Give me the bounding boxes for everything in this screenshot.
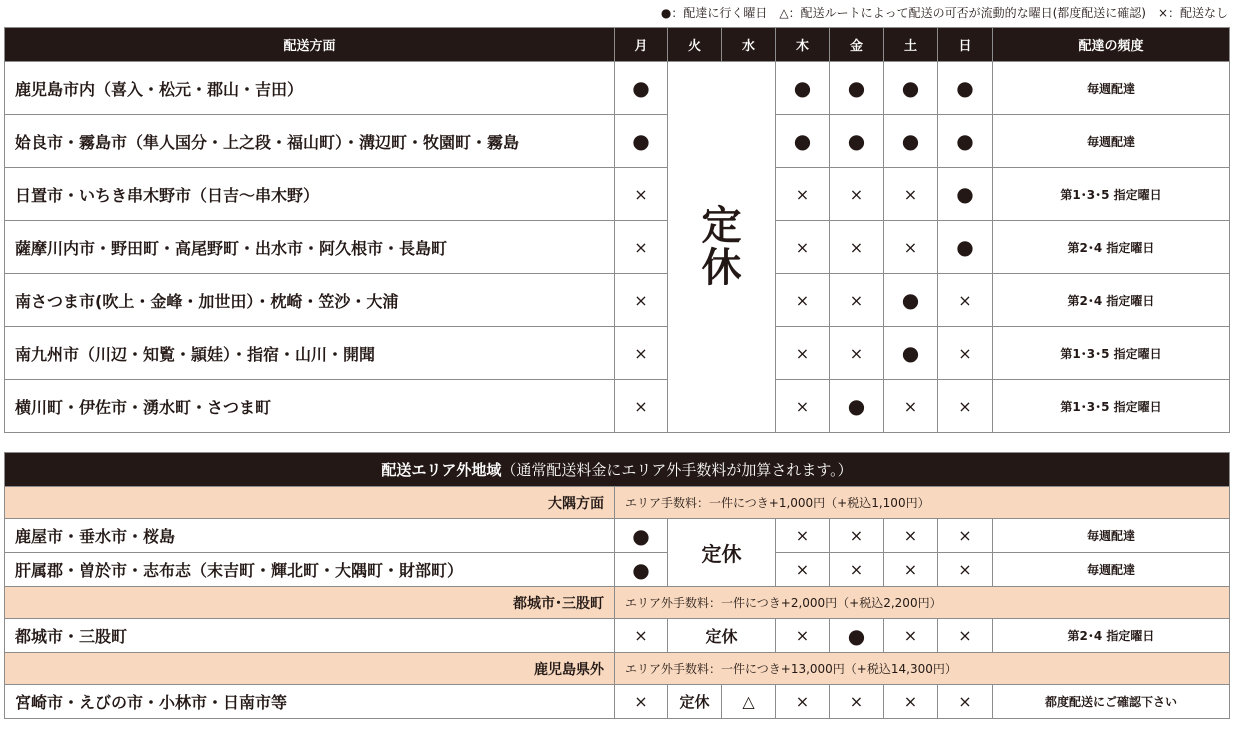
region-fee: エリア外手数料：一件につき+13,000円（+税込14,300円）: [615, 653, 1230, 685]
mon-cell: ×: [615, 327, 668, 380]
header-sun: 日: [938, 28, 993, 62]
fri-cell: ×: [830, 274, 884, 327]
sun-cell: ●: [938, 62, 993, 115]
outside-header-row: [5, 453, 1230, 487]
mon-cell: ●: [615, 62, 668, 115]
sat-cell: ×: [884, 221, 938, 274]
sun-cell: ×: [938, 553, 993, 587]
sat-cell: ×: [884, 553, 938, 587]
sun-cell: ×: [938, 685, 993, 719]
freq-cell: 第1･3･5 指定曜日: [993, 380, 1230, 433]
area-cell: 姶良市・霧島市（隼人国分・上之段・福山町）・溝辺町・牧園町・霧島: [5, 115, 615, 168]
outside-subtitle: （通常配送料金にエリア外手数料が加算されます。）: [501, 461, 853, 479]
header-freq: 配達の頻度: [993, 28, 1230, 62]
area-cell: 宮崎市・えびの市・小林市・日南市等: [5, 685, 615, 719]
header-wed: 水: [722, 28, 776, 62]
sun-cell: ●: [938, 115, 993, 168]
mon-cell: ×: [615, 221, 668, 274]
table-row: [5, 380, 1230, 433]
mon-cell: ×: [615, 380, 668, 433]
sun-cell: ×: [938, 619, 993, 653]
header-row: [5, 28, 1230, 62]
mon-cell: ●: [615, 553, 668, 587]
table-row: [5, 115, 1230, 168]
freq-cell: 毎週配達: [993, 553, 1230, 587]
thu-cell: ×: [776, 380, 830, 433]
closed-cell: 定休: [668, 519, 776, 587]
sat-cell: ×: [884, 168, 938, 221]
region-name: 鹿児島県外: [5, 653, 615, 685]
freq-cell: 第1･3･5 指定曜日: [993, 327, 1230, 380]
table-row: [5, 274, 1230, 327]
fri-cell: ×: [830, 685, 884, 719]
freq-cell: 毎週配達: [993, 62, 1230, 115]
sun-cell: ●: [938, 168, 993, 221]
thu-cell: ●: [776, 62, 830, 115]
mon-cell: ×: [615, 685, 668, 719]
sat-cell: ×: [884, 380, 938, 433]
table-row: [5, 168, 1230, 221]
thu-cell: ×: [776, 685, 830, 719]
table-row: [5, 62, 1230, 115]
outside-title: 配送エリア外地域: [381, 461, 502, 479]
closed-cell: [668, 62, 776, 433]
area-cell: 肝属郡・曽於市・志布志（末吉町・輝北町・大隅町・財部町）: [5, 553, 615, 587]
fri-cell: ●: [830, 380, 884, 433]
sun-cell: ×: [938, 519, 993, 553]
fri-cell: ×: [830, 221, 884, 274]
region-name: 大隅方面: [5, 487, 615, 519]
sat-cell: ●: [884, 62, 938, 115]
mon-cell: ×: [615, 168, 668, 221]
mon-cell: ×: [615, 274, 668, 327]
sat-cell: ●: [884, 274, 938, 327]
region-name: 都城市･三股町: [5, 587, 615, 619]
closed-label-char-1: 定: [701, 203, 742, 249]
area-cell: 南さつま市(吹上・金峰・加世田）・枕崎・笠沙・大浦: [5, 274, 615, 327]
region-fee: エリア手数料：一件につき+1,000円（+税込1,100円）: [615, 487, 1230, 519]
thu-cell: ×: [776, 274, 830, 327]
table-row: [5, 553, 1230, 587]
area-cell: 日置市・いちき串木野市（日吉〜串木野）: [5, 168, 615, 221]
mon-cell: ●: [615, 115, 668, 168]
tue-cell: 定休: [668, 685, 722, 719]
table-row: [5, 619, 1230, 653]
table-row: [5, 519, 1230, 553]
sat-cell: ×: [884, 685, 938, 719]
area-cell: 南九州市（川辺・知覧・頴娃）・指宿・山川・開聞: [5, 327, 615, 380]
freq-cell: 第2･4 指定曜日: [993, 221, 1230, 274]
table-row: [5, 221, 1230, 274]
thu-cell: ×: [776, 327, 830, 380]
freq-cell: 毎週配達: [993, 519, 1230, 553]
fri-cell: ×: [830, 553, 884, 587]
fri-cell: ×: [830, 519, 884, 553]
area-cell: 都城市・三股町: [5, 619, 615, 653]
fri-cell: ●: [830, 619, 884, 653]
freq-cell: 第1･3･5 指定曜日: [993, 168, 1230, 221]
area-cell: 横川町・伊佐市・湧水町・さつま町: [5, 380, 615, 433]
delivery-schedule-table: [4, 27, 1230, 433]
header-mon: 月: [615, 28, 668, 62]
outside-header: [5, 453, 1230, 487]
header-thu: 木: [776, 28, 830, 62]
thu-cell: ×: [776, 519, 830, 553]
header-fri: 金: [830, 28, 884, 62]
thu-cell: ●: [776, 115, 830, 168]
header-sat: 土: [884, 28, 938, 62]
freq-cell: 第2･4 指定曜日: [993, 619, 1230, 653]
sat-cell: ×: [884, 519, 938, 553]
area-cell: 鹿屋市・垂水市・桜島: [5, 519, 615, 553]
region-fee: エリア外手数料：一件につき+2,000円（+税込2,200円）: [615, 587, 1230, 619]
wed-cell: △: [722, 685, 776, 719]
region-row: [5, 653, 1230, 685]
header-tue: 火: [668, 28, 722, 62]
sun-cell: ×: [938, 327, 993, 380]
fri-cell: ●: [830, 115, 884, 168]
sat-cell: ●: [884, 115, 938, 168]
fri-cell: ×: [830, 168, 884, 221]
fri-cell: ●: [830, 62, 884, 115]
region-row: [5, 587, 1230, 619]
mon-cell: ×: [615, 619, 668, 653]
closed-label-char-2: 休: [701, 245, 742, 291]
freq-cell: 第2･4 指定曜日: [993, 274, 1230, 327]
area-cell: 薩摩川内市・野田町・高尾野町・出水市・阿久根市・長島町: [5, 221, 615, 274]
area-cell: 鹿児島市内（喜入・松元・郡山・吉田）: [5, 62, 615, 115]
freq-cell: 毎週配達: [993, 115, 1230, 168]
legend: ●：配達に行く曜日 △：配送ルートによって配送の可否が流動的な曜日(都度配送に確認) ×：配送なし: [660, 6, 1228, 20]
header-area: 配送方面: [5, 28, 615, 62]
thu-cell: ×: [776, 168, 830, 221]
closed-cell: 定休: [668, 619, 776, 653]
region-row: [5, 487, 1230, 519]
sat-cell: ●: [884, 327, 938, 380]
sat-cell: ×: [884, 619, 938, 653]
table-row: [5, 327, 1230, 380]
thu-cell: ×: [776, 553, 830, 587]
table-row: [5, 685, 1230, 719]
thu-cell: ×: [776, 619, 830, 653]
fri-cell: ×: [830, 327, 884, 380]
sun-cell: ●: [938, 221, 993, 274]
sun-cell: ×: [938, 274, 993, 327]
freq-cell: 都度配送にご確認下さい: [993, 685, 1230, 719]
outside-area-table: [4, 452, 1230, 719]
mon-cell: ●: [615, 519, 668, 553]
thu-cell: ×: [776, 221, 830, 274]
sun-cell: ×: [938, 380, 993, 433]
